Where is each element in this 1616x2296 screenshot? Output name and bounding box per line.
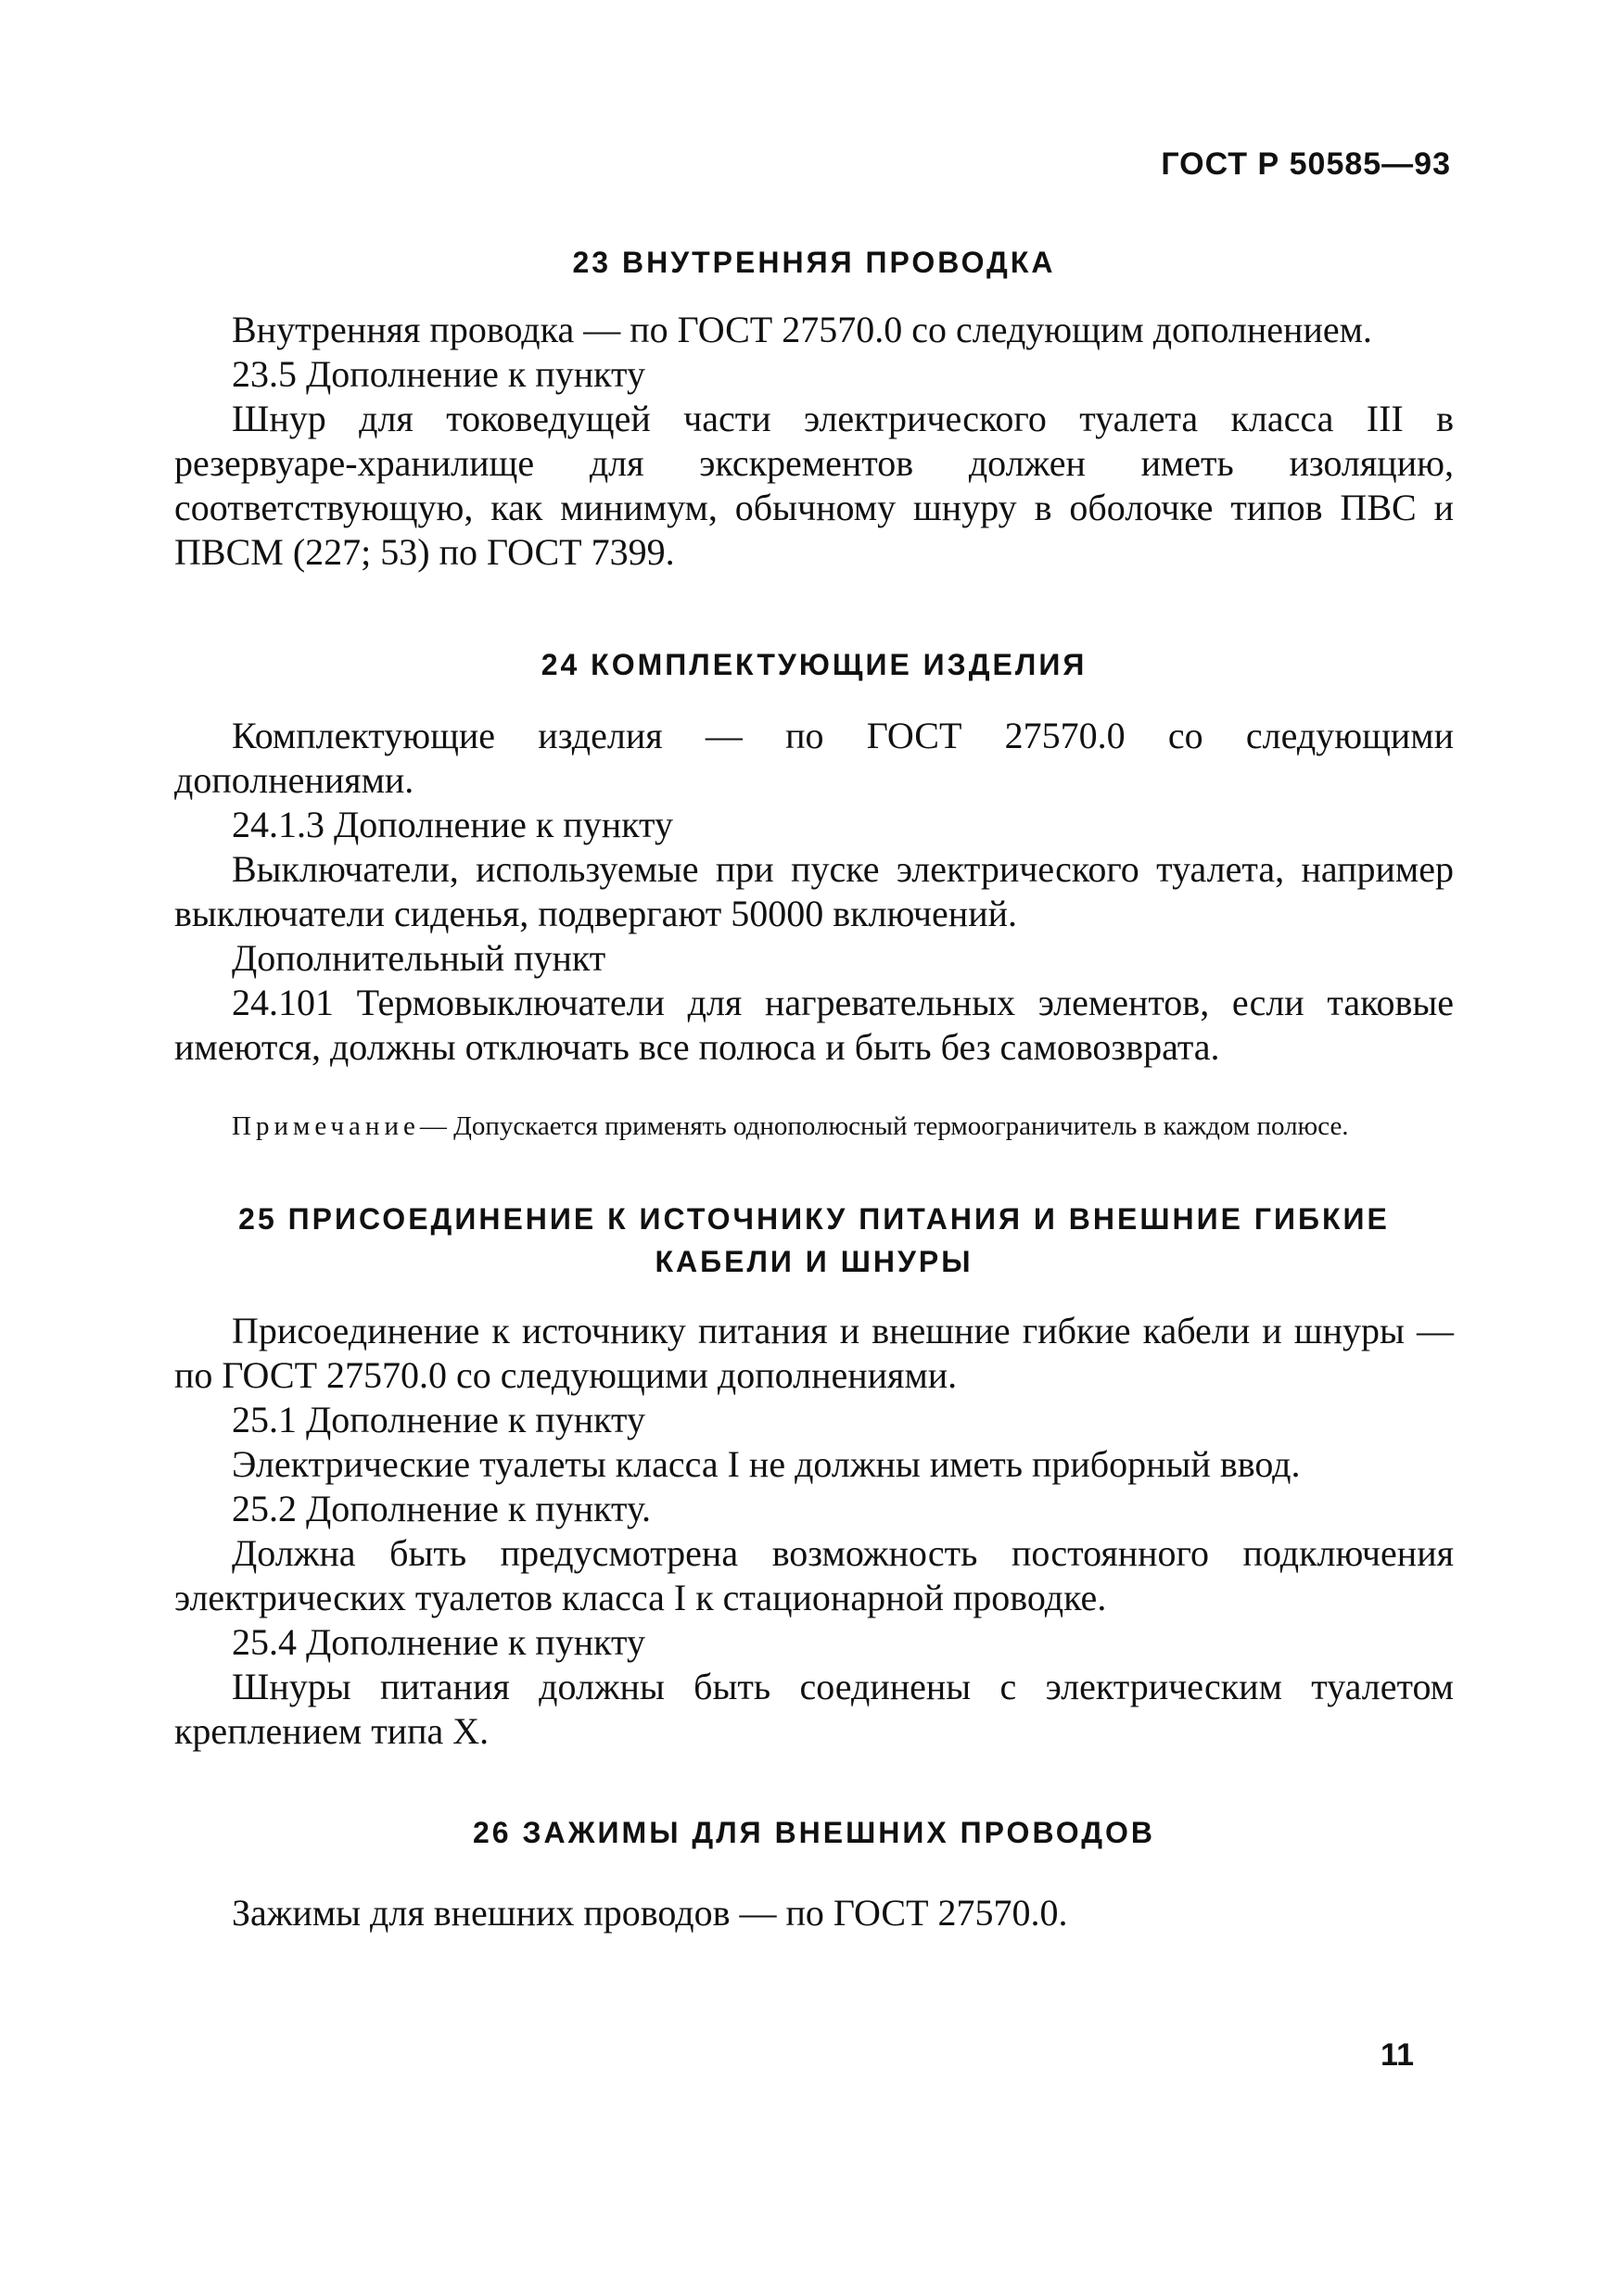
clause-text: 24.101 Термовыключатели для нагревательных элементов, если таковые имеются, должны отключать все полюса и быть без самовозврата. <box>174 982 1454 1068</box>
section-body <box>174 1891 1454 1935</box>
section-intro: Комплектующие изделия — по ГОСТ 27570.0 со следующими дополнениями. <box>174 715 1454 801</box>
clause-heading: 24.1.3 Дополнение к пункту <box>232 804 673 845</box>
clause-text: Выключатели, используемые при пуске электрического туалета, например выключатели сиденья, подвергают 50000 включений. <box>174 848 1454 934</box>
clause-text: Электрические туалеты класса I не должны иметь приборный ввод. <box>232 1443 1301 1485</box>
section-body <box>174 1309 1454 1754</box>
section-body <box>174 308 1454 575</box>
clause-text: Должна быть предусмотрена возможность постоянного подключения электрических туалетов класса I к стационарной проводке. <box>174 1532 1454 1618</box>
note <box>174 1109 1454 1144</box>
page-content <box>174 230 1454 1935</box>
clause-heading: 23.5 Дополнение к пункту <box>232 353 645 395</box>
section-title: 23 ВНУТРЕННЯЯ ПРОВОДКА <box>572 246 1056 279</box>
section-23 <box>174 241 1454 575</box>
section-body <box>174 714 1454 1144</box>
section-25 <box>174 1198 1454 1754</box>
clause-heading: 25.2 Дополнение к пункту. <box>232 1488 651 1529</box>
page-number: 11 <box>1381 2037 1414 2073</box>
clause-heading: 25.1 Дополнение к пункту <box>232 1399 645 1440</box>
section-title: 25 ПРИСОЕДИНЕНИЕ К ИСТОЧНИКУ ПИТАНИЯ И ВНЕШНИЕ ГИБКИЕ КАБЕЛИ И ШНУРЫ <box>238 1202 1390 1278</box>
note-text: — Допускается применять однополюсный термоограничитель в каждом полюсе. <box>419 1111 1349 1141</box>
clause-heading: Дополнительный пункт <box>232 937 606 979</box>
section-title: 24 КОМПЛЕКТУЮЩИЕ ИЗДЕЛИЯ <box>541 648 1088 681</box>
section-intro: Присоединение к источнику питания и внешние гибкие кабели и шнуры — по ГОСТ 27570.0 со следующими дополнениями. <box>174 1310 1454 1396</box>
section-title: 26 ЗАЖИМЫ ДЛЯ ВНЕШНИХ ПРОВОДОВ <box>472 1816 1156 1849</box>
section-intro: Внутренняя проводка — по ГОСТ 27570.0 со следующим дополнением. <box>232 309 1372 350</box>
section-24 <box>174 643 1454 1144</box>
clause-heading: 25.4 Дополнение к пункту <box>232 1621 645 1663</box>
section-26 <box>174 1811 1454 1935</box>
note-label: Примечание <box>232 1111 420 1141</box>
document-id-header: ГОСТ Р 50585—93 <box>1161 146 1451 182</box>
clause-text: Шнур для токоведущей части электрического туалета класса III в резервуаре-хранилище для экскрементов должен иметь изоляцию, соответствующую, как минимум, обычному шнуру в оболочке типов ПВС и ПВСМ (227; 53) по ГОСТ 7399. <box>174 398 1454 573</box>
section-intro: Зажимы для внешних проводов — по ГОСТ 27570.0. <box>232 1892 1068 1934</box>
clause-text: Шнуры питания должны быть соединены с электрическим туалетом креплением типа X. <box>174 1666 1454 1752</box>
